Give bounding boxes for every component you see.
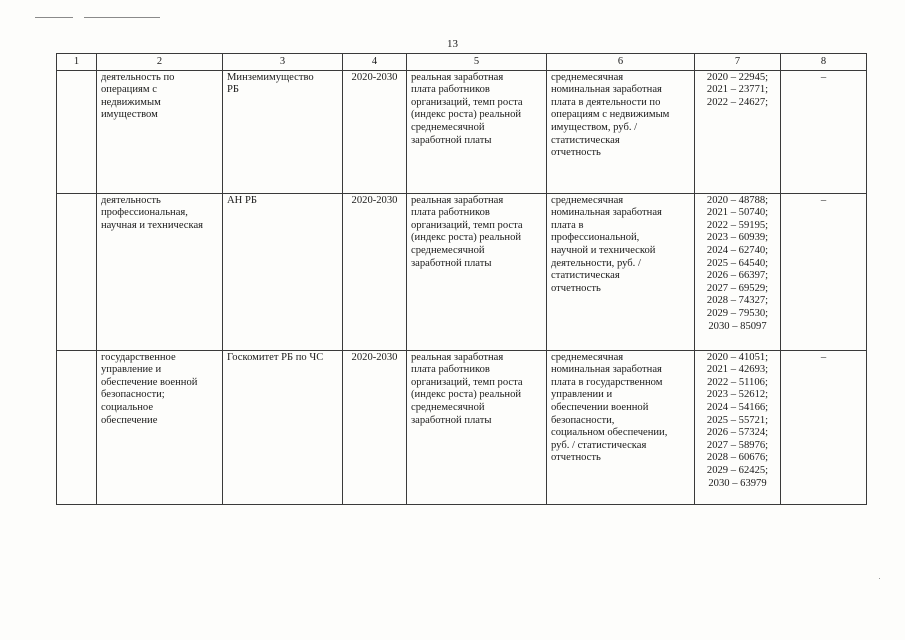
target-value: 2021 – 23771; (706, 84, 769, 96)
target-value: 2021 – 42693; (706, 364, 769, 376)
sector-cell: деятельность профессиональная, научная и техническая (97, 193, 223, 350)
indicator-cell: реальная заработная плата работников организаций, темп роста (индекс роста) реальной среднемесячной заработной платы (407, 193, 547, 350)
target-value: 2020 – 41051; (706, 351, 769, 363)
header-col-1: 1 (57, 54, 97, 71)
header-col-2: 2 (97, 54, 223, 71)
target-value: 2026 – 57324; (706, 427, 769, 439)
row-number-cell (57, 70, 97, 193)
sector-cell: государственное управление и обеспечение военной безопасности; социальное обеспечение (97, 350, 223, 504)
indicator-cell: реальная заработная плата работников организаций, темп роста (индекс роста) реальной среднемесячной заработной платы (407, 350, 547, 504)
page-number: 13 (447, 38, 458, 50)
target-value: 2026 – 66397; (706, 270, 769, 282)
row-number-cell (57, 193, 97, 350)
target-value: 2023 – 60939; (706, 232, 769, 244)
target-value: 2020 – 48788; (706, 194, 769, 206)
sector-cell: деятельность по операциям с недвижимым имуществом (97, 70, 223, 193)
target-values-cell (695, 350, 781, 504)
header-col-6: 6 (547, 54, 695, 71)
target-value: 2022 – 24627; (706, 96, 769, 108)
target-value: 2024 – 54166; (706, 401, 769, 413)
target-value: 2028 – 60676; (706, 452, 769, 464)
agency-cell: Госкомитет РБ по ЧС (223, 350, 343, 504)
target-value: 2029 – 62425; (706, 464, 769, 476)
scan-mark-right (84, 17, 160, 18)
header-col-8: 8 (781, 54, 867, 71)
source-cell: среднемесячная номинальная заработная плата в государственном управлении и обеспечении военной безопасности, социальном обеспечении, руб. / статистическая отчетность (547, 350, 695, 504)
source-cell: среднемесячная номинальная заработная плата в деятельности по операциям с недвижимым имуществом, руб. / статистическая отчетность (547, 70, 695, 193)
header-col-3: 3 (223, 54, 343, 71)
target-value: 2025 – 64540; (706, 257, 769, 269)
note-cell: – (781, 70, 867, 193)
header-row (57, 54, 867, 71)
target-value: 2025 – 55721; (706, 414, 769, 426)
source-cell: среднемесячная номинальная заработная плата в профессиональной, научной и технической деятельности, руб. / статистическая отчетность (547, 193, 695, 350)
period-cell: 2020-2030 (343, 193, 407, 350)
period-cell: 2020-2030 (343, 70, 407, 193)
target-value: 2022 – 59195; (706, 219, 769, 231)
indicator-cell: реальная заработная плата работников организаций, темп роста (индекс роста) реальной среднемесячной заработной платы (407, 70, 547, 193)
target-value: 2027 – 58976; (706, 439, 769, 451)
target-value: 2021 – 50740; (706, 207, 769, 219)
scan-speck (879, 578, 880, 579)
target-value: 2024 – 62740; (706, 244, 769, 256)
target-value: 2022 – 51106; (707, 376, 768, 388)
agency-cell: Минземимущество РБ (223, 70, 343, 193)
table-row (57, 70, 867, 193)
target-value: 2029 – 79530; (706, 307, 769, 319)
target-value: 2030 – 63979 (708, 477, 767, 489)
header-col-4: 4 (343, 54, 407, 71)
target-value: 2027 – 69529; (706, 282, 769, 294)
table-row (57, 350, 867, 504)
header-col-7: 7 (695, 54, 781, 71)
data-table (56, 53, 867, 505)
agency-cell: АН РБ (223, 193, 343, 350)
table-row (57, 193, 867, 350)
target-value: 2030 – 85097 (708, 320, 767, 332)
scan-mark-left (35, 17, 73, 18)
target-values-cell (695, 70, 781, 193)
row-number-cell (57, 350, 97, 504)
target-value: 2020 – 22945; (706, 71, 769, 83)
target-values-cell (695, 193, 781, 350)
header-col-5: 5 (407, 54, 547, 71)
target-value: 2023 – 52612; (706, 389, 769, 401)
period-cell: 2020-2030 (343, 350, 407, 504)
target-value: 2028 – 74327; (706, 295, 769, 307)
note-cell: – (781, 193, 867, 350)
note-cell: – (781, 350, 867, 504)
